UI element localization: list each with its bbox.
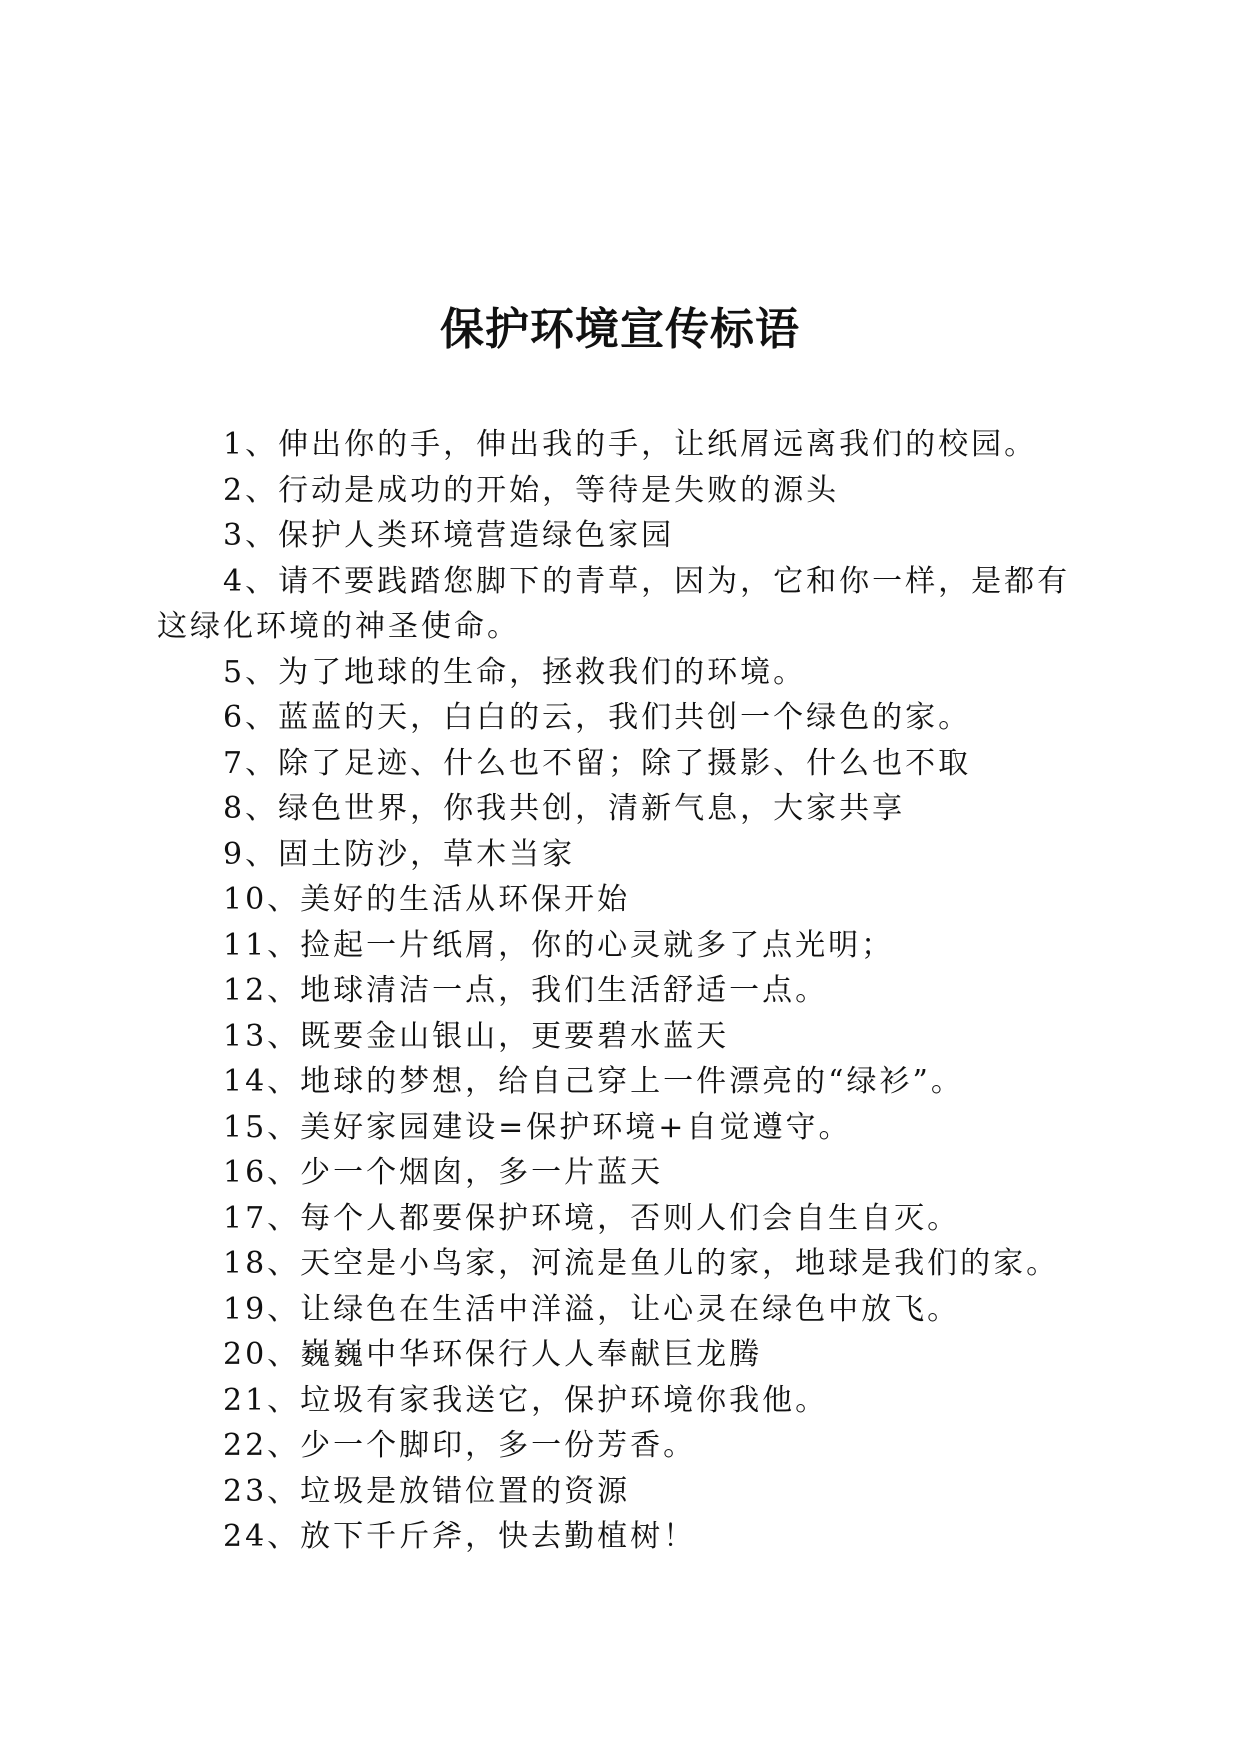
list-item: 23、垃圾是放错位置的资源 (223, 1473, 631, 1509)
list-item: 3、保护人类环境营造绿色家园 (223, 518, 675, 553)
page-title: 保护环境宣传标语 (440, 304, 800, 355)
list-item: 21、垃圾有家我送它，保护环境你我他。 (223, 1382, 829, 1418)
list-item: 14、地球的梦想，给自己穿上一件漂亮的“绿衫”。 (223, 1064, 964, 1099)
list-item: 24、放下千斤斧，快去勤植树！ (223, 1519, 697, 1554)
list-item: 19、让绿色在生活中洋溢，让心灵在绿色中放飞。 (223, 1291, 961, 1327)
list-item: 20、巍巍中华环保行人人奉献巨龙腾 (223, 1337, 763, 1372)
list-item: 5、为了地球的生命，拯救我们的环境。 (223, 654, 807, 690)
list-item: 15、美好家园建设=保护环境+自觉遵守。 (223, 1109, 852, 1145)
list-item: 10、美好的生活从环保开始 (223, 882, 631, 917)
list-item: 18、天空是小鸟家，河流是鱼儿的家，地球是我们的家。 (223, 1246, 1060, 1281)
list-item: 11、捡起一片纸屑，你的心灵就多了点光明； (223, 927, 895, 963)
list-item: 8、绿色世界，你我共创，清新气息，大家共享 (223, 791, 906, 826)
list-item: 16、少一个烟囱，多一片蓝天 (223, 1155, 664, 1190)
list-item: 1、伸出你的手，伸出我的手，让纸屑远离我们的校园。 (223, 427, 1038, 462)
list-item: 13、既要金山银山，更要碧水蓝天 (223, 1018, 730, 1054)
list-item: 17、每个人都要保护环境，否则人们会自生自灭。 (223, 1200, 961, 1236)
slogan-list (157, 422, 1087, 1560)
list-item: 9、固土防沙，草木当家 (223, 836, 576, 872)
list-item: 12、地球清洁一点，我们生活舒适一点。 (223, 973, 829, 1008)
list-item: 6、蓝蓝的天，白白的云，我们共创一个绿色的家。 (223, 700, 972, 735)
list-item: 2、行动是成功的开始，等待是失败的源头 (223, 472, 840, 508)
list-item: 22、少一个脚印，多一份芳香。 (223, 1428, 697, 1463)
list-item: 4、请不要践踏您脚下的青草，因为，它和你一样，是都有这绿化环境的神圣使命。 (157, 563, 1071, 644)
list-item: 7、除了足迹、什么也不留；除了摄影、什么也不取 (223, 745, 972, 781)
